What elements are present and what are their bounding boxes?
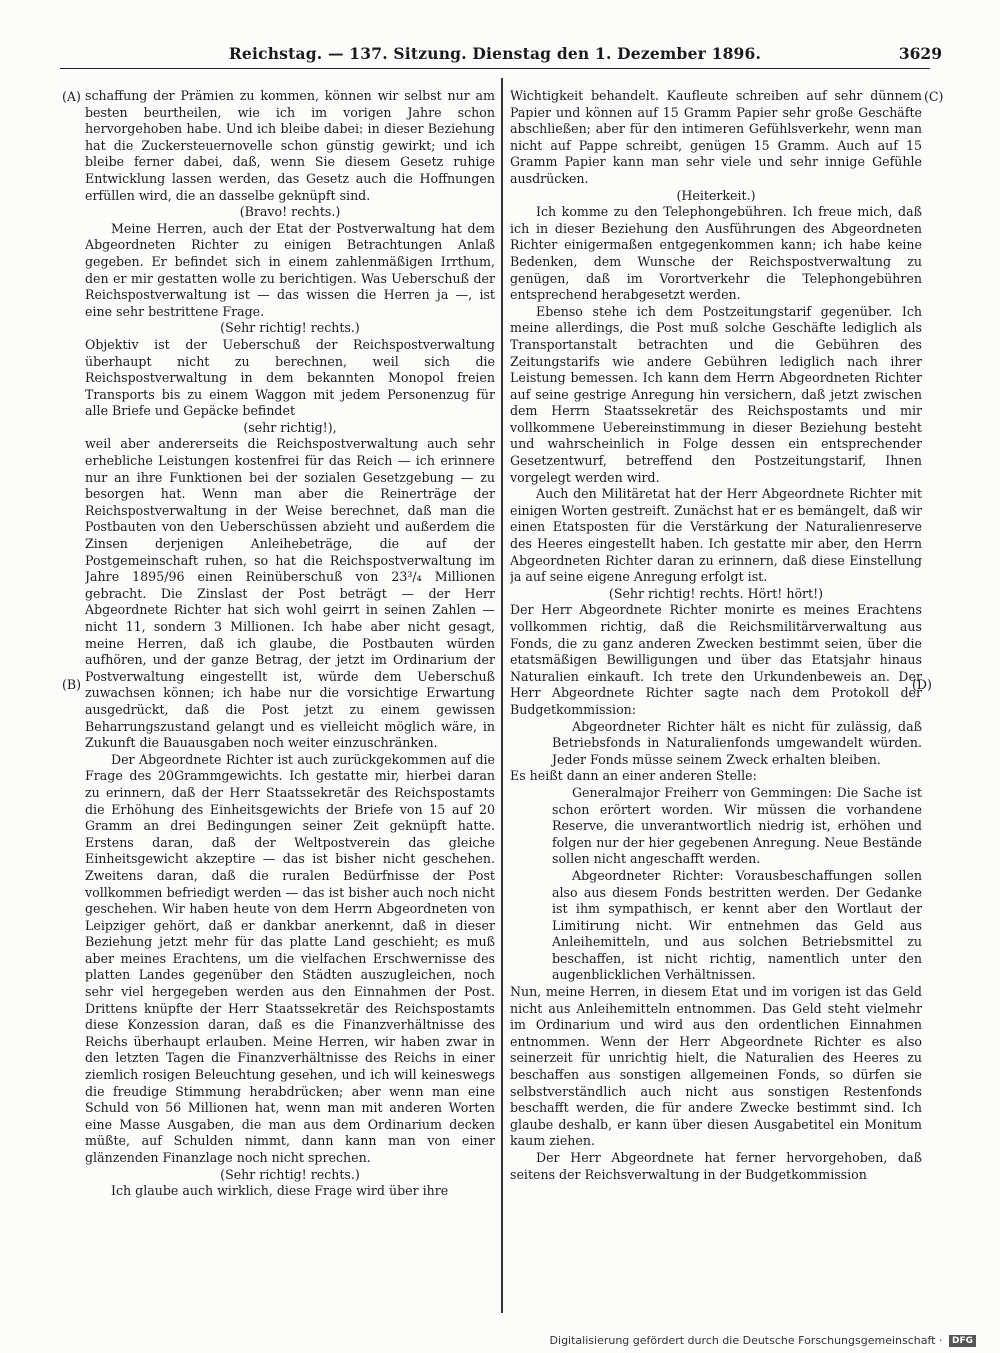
paragraph: Objektiv ist der Ueberschuß der Reichspostverwaltung überhaupt nicht zu berechnen, weil sich die Reichspostverwaltung in dem bekannten Monopol freien Transports bis zu einem Waggon mit jedem Personenzug für alle Briefe und Gepäcke befindet [85,336,495,419]
footer-credit: Digitalisierung gefördert durch die Deutsche Forschungsgemeinschaft · DFG [550,1334,976,1347]
page-header [60,44,942,69]
paragraph: (Sehr richtig! rechts.) [220,320,360,336]
right-column [510,88,922,1310]
paragraph: (Sehr richtig! rechts. Hört! hört!) [608,585,824,601]
paragraph: Meine Herren, auch der Etat der Postverwaltung hat dem Abgeordneten Richter zu einigen Betrachtungen Anlaß gegeben. Er befindet sich in einem zahlenmäßigen Irrthum, den er mir gestatten wolle zu berichtigen. Was Ueberschuß der Reichspostverwaltung ist — das wissen die Herren ja —, ist eine sehr bestrittene Frage. [85,220,495,319]
paragraph: Es heißt dann an einer anderen Stelle: [510,768,757,784]
paragraph: Der Herr Abgeordnete hat ferner hervorgehoben, daß seitens der Reichsverwaltung in der Budgetkommission [510,1150,922,1182]
page-number: 3629 [898,44,942,63]
margin-marker-a: (A) [62,89,81,104]
margin-marker-d: (D) [912,677,932,692]
paragraph: Ich glaube auch wirklich, diese Frage wird über ihre [111,1183,449,1199]
margin-marker-c: (C) [924,89,944,104]
paragraph: Generalmajor Freiherr von Gemmingen: Die Sache ist schon erörtert worden. Wir müssen die vorhandene Reserve, die unverantwortlich niedrig ist, erhöhen und folgen nur der hier gegebenen Anregung. Neue Bestände sollen nicht angeschafft werden. [552,784,922,867]
paragraph: Der Abgeordnete Richter ist auch zurückgekommen auf die Frage des 20Grammgewichts. Ich gestatte mir, hierbei daran zu erinnern, daß der Herr Staatssekretär des Reichspostamts die Erhöhung des Einheitsgewichts der Briefe von 15 auf 20 Gramm an drei Bedingungen seiner Zeit geknüpft hatte. Erstens daran, daß der Weltpostverein das gleiche Einheitsgewicht akzeptire — das ist bisher nicht geschehen. Zweitens daran, daß die ruralen Bedürfnisse der Post vollkommen befriedigt werden — das ist bisher auch noch nicht geschehen. Wir haben heute von dem Herrn Abgeordneten von Leipziger gehört, daß er dankbar anerkennt, daß in dieser Beziehung jetzt mehr für das platte Land geschieht; es muß aber meines Erachtens, um die vielfachen Erschwernisse des platten Landes gegenüber den Städten auszugleichen, noch sehr viel hergegeben werden aus den Einnahmen der Post. Drittens knüpfte der Herr Staatssekretär des Reichspostamts diese Konzession daran, daß es die Finanzverhältnisse des Reichs überhaupt erlauben. Meine Herren, wir haben zwar in den letzten Tagen die Finanzverhältnisse des Reichs in einer ziemlich rosigen Beleuchtung gesehen, und ich will keineswegs die freudige Stimmung herabdrücken; aber wenn man eine Schuld von 56 Millionen hat, wenn man mit anderen Worten eine Masse Ausgaben, die man aus dem Ordinarium decken müßte, auf Schulden nimmt, dann kann man von einer glänzenden Finanzlage noch nicht sprechen. [85,751,495,1165]
paragraph: (Bravo! rechts.) [239,204,341,220]
paragraph: Ich komme zu den Telephongebühren. Ich freue mich, daß ich in dieser Beziehung den Ausführungen des Abgeordneten Richter einigermaßen entgegenkommen kann; ich habe keine Bedenken, dem Wunsche der Reichspostverwaltung zu genügen, daß im Vorortverkehr die Telephongebühren entsprechend herabgesetzt werden. [510,204,922,303]
paragraph: Abgeordneter Richter hält es nicht für zulässig, daß Betriebsfonds in Naturalienfonds umgewandelt würden. Jeder Fonds müsse seinem Zweck erhalten bleiben. [552,718,922,767]
paragraph: Wichtigkeit behandelt. Kaufleute schreiben auf sehr dünnem Papier und können auf 15 Gramm Papier sehr große Geschäfte abschließen; aber für den intimeren Gefühlsverkehr, wenn man nicht auf Pappe schreibt, genügen 15 Gramm. Auch auf 15 Gramm Papier kann man sehr viele und sehr innige Gefühle ausdrücken. [510,88,922,186]
margin-marker-b: (B) [62,677,82,692]
dfg-logo: DFG [949,1335,976,1347]
paragraph: (sehr richtig!), [243,419,337,435]
column-divider [501,78,503,1313]
paragraph: Der Herr Abgeordnete Richter monirte es meines Erachtens vollkommen richtig, daß die Reichsmilitärverwaltung aus Fonds, die zu ganz anderen Zwecken bestimmt seien, über die etatsmäßigen Bewilligungen und über das Etatsjahr hinaus Naturalien einkauft. Ich trete den Urkundenbeweis an. Der Herr Abgeordnete Richter sagte nach dem Protokoll der Budgetkommission: [510,602,922,717]
paragraph: weil aber andererseits die Reichspostverwaltung auch sehr erhebliche Leistungen kostenfrei für das Reich — ich erinnere nur an ihre Funktionen bei der sozialen Gesetzgebung — zu besorgen hat. Wenn man aber die Reinerträge der Reichspostverwaltung in der Weise berechnet, daß man die Postbauten von den Ueberschüssen abzieht und außerdem die Zinsen derjenigen Anleihebeträge, die auf der Postgemeinschaft ruhen, so hat die Reichspostverwaltung im Jahre 1895/96 einen Reinüberschuß von 23³/₄ Millionen gebracht. Die Zinslast der Post beträgt — der Herr Abgeordnete Richter hat sich wohl geirrt in seinen Zahlen — nicht 11, sondern 3 Millionen. Ich habe aber nicht gesagt, meine Herren, daß ich glaube, die Postbauten würden aufhören, und der ganze Betrag, der jetzt im Ordinarium der Postverwaltung eingestellt ist, würde dem Ueberschuß zuwachsen können; ich habe nur die vorsichtige Erwartung ausgedrückt, daß die Post jetzt zu einem gewissen Beharrungszustand gelangt und es vielleicht möglich wäre, in Zukunft die Bauausgaben noch weiter einzuschränken. [85,436,495,751]
paragraph: schaffung der Prämien zu kommen, können wir selbst nur am besten beurtheilen, wie ich im vorigen Jahre schon hervorgehoben habe. Und ich bleibe dabei: in dieser Beziehung hat die Zuckersteuernovelle schon günstig gewirkt; und ich bleibe ferner dabei, daß, wenn Sie diesem Gesetz ruhige Entwicklung lassen werden, das Gesetz auch die Hoffnungen erfüllen wird, die an dasselbe geknüpft sind. [85,88,495,203]
footer-text: Digitalisierung gefördert durch die Deutsche Forschungsgemeinschaft [549,1334,936,1347]
paragraph: Abgeordneter Richter: Vorausbeschaffungen sollen also aus diesem Fonds bestritten werden. Der Gedanke ist ihm sympathisch, er kennt aber den Wortlaut der Limitirung nicht. Wir entnehmen das Geld aus Anleihemitteln, und aus solchen Betriebsmittel zu beschaffen, ist nicht richtig, namentlich unter den augenblicklichen Verhältnissen. [552,867,922,983]
paragraph: Ebenso stehe ich dem Postzeitungstarif gegenüber. Ich meine allerdings, die Post muß solche Geschäfte lediglich als Transportanstalt betrachten und die Gebühren des Zeitungstarifs wie andere Gebühren lediglich nach ihrer Leistung bemessen. Ich kann dem Herrn Abgeordneten Richter auf seine gestrige Anregung hin versichern, daß jetzt zwischen dem Herrn Staatssekretär des Reichspostamts und mir vollkommene Uebereinstimmung in dieser Beziehung besteht und wahrscheinlich in Folge dessen ein entsprechender Gesetzentwurf, betreffend den Postzeitungstarif, Ihnen vorgelegt werden wird. [510,303,922,485]
paragraph: Nun, meine Herren, in diesem Etat und im vorigen ist das Geld nicht aus Anleihemitteln entnommen. Das Geld steht vielmehr im Ordinarium und wird aus den ordentlichen Einnahmen entnommen. Wenn der Herr Abgeordnete Richter es also seinerzeit für unrichtig hielt, die Naturalien des Heeres zu beschaffen aus sonstigen allgemeinen Fonds, so dürfen sie selbstverständlich auch nicht aus sonstigen Restenfonds beschafft werden, die für andere Zwecke bestimmt sind. Ich glaube deshalb, er kann über diesen Ausgabetitel ein Monitum kaum ziehen. [510,984,922,1149]
running-title: Reichstag. — 137. Sitzung. Dienstag den 1. Dezember 1896. [228,44,762,63]
left-column [85,88,495,1310]
paragraph: Auch den Militäretat hat der Herr Abgeordnete Richter mit einigen Worten gestreift. Zunächst hat er es bemängelt, daß wir einen Etatsposten für die Verstärkung der Naturalienreserve des Heeres eingestellt haben. Ich gestatte mir aber, den Herrn Abgeordneten Richter daran zu erinnern, daß diese Einstellung ja auf seine eigene Anregung erfolgt ist. [510,486,922,585]
paragraph: (Heiterkeit.) [676,187,756,203]
paragraph: (Sehr richtig! rechts.) [220,1166,360,1182]
